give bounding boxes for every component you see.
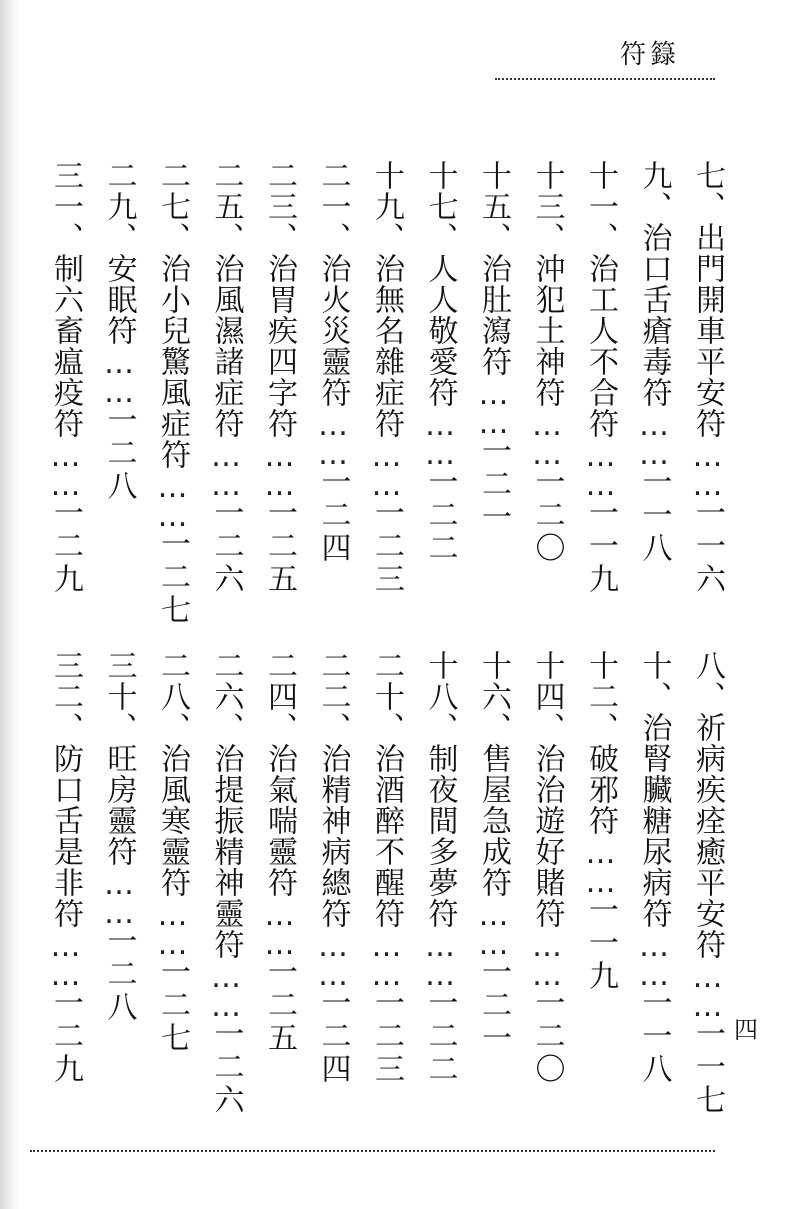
page-number: 四: [734, 1016, 758, 1044]
toc-leader-dots: ……: [101, 867, 137, 925]
toc-entry-page: 一二二: [422, 987, 458, 1086]
toc-entry-page: 一二二: [422, 466, 458, 565]
toc-entry: [637, 650, 671, 1086]
toc-entry: [369, 160, 403, 596]
toc-leader-dots: ……: [636, 929, 672, 987]
toc-leader-dots: ……: [315, 929, 351, 987]
page-gutter-shadow: [0, 0, 18, 1209]
toc-entry: [209, 160, 243, 596]
toc-entry: [48, 160, 82, 596]
toc-entry-page: 一一七: [690, 1018, 725, 1117]
toc-entry: [316, 650, 350, 1086]
toc-leader-dots: ……: [690, 960, 725, 1018]
toc-entry-page: 一二一: [476, 956, 511, 1055]
toc-entry-page: 一二六: [208, 1018, 244, 1117]
toc-entry-title: 十六、售屋急成符: [476, 650, 511, 898]
toc-entry: [423, 160, 457, 565]
toc-entry: [155, 650, 189, 1055]
toc-entry-title: 二三、治胃疾四字符: [262, 160, 297, 439]
toc-entry-page: 一二〇: [529, 466, 565, 565]
toc-entry-title: 二四、治氣喘靈符: [262, 650, 297, 898]
toc-entry-page: 一一九: [583, 497, 618, 596]
toc-entry-title: 八、祈病疾痊癒平安符: [690, 650, 725, 960]
toc-entry-title: 十八、制夜間多夢符: [422, 650, 458, 929]
toc-entry: [423, 650, 457, 1086]
toc-entry: [102, 650, 136, 1024]
toc-entry: [369, 650, 403, 1086]
toc-entry-page: 一二七: [155, 528, 190, 627]
toc-leader-dots: ……: [583, 836, 618, 894]
toc-leader-dots: ……: [422, 929, 458, 987]
toc-entry: [48, 650, 82, 1086]
toc-entry: [530, 160, 564, 565]
toc-entry-title: 十七、人人敬愛符: [422, 160, 458, 408]
toc-entry-page: 一二五: [262, 497, 297, 596]
running-header-title: 符籙: [620, 40, 681, 70]
toc-entry-title: 十二、破邪符: [583, 650, 618, 836]
toc-entry-title: 十九、治無名雜症符: [369, 160, 404, 439]
toc-entry-title: 七、出門開車平安符: [690, 160, 725, 439]
toc-entry: [316, 160, 350, 565]
toc-entry-title: 九、治口舌瘡毒符: [636, 160, 672, 408]
toc-entry-title: 二二、治精神病總符: [315, 650, 351, 929]
toc-leader-dots: ……: [48, 929, 83, 987]
toc-leader-dots: ……: [262, 439, 297, 497]
toc-entry-page: 一二八: [101, 925, 137, 1024]
toc-entry: [690, 650, 724, 1117]
toc-leader-dots: ……: [422, 408, 458, 466]
toc-entry: [583, 650, 617, 993]
toc-entry-title: 二六、治提振精神靈符: [208, 650, 244, 960]
toc-entry: [209, 650, 243, 1117]
toc-entry-page: 一二九: [48, 987, 83, 1086]
toc-entry-page: 一二一: [476, 435, 511, 534]
toc-entry-title: 二九、安眠符: [101, 160, 137, 346]
toc-entry-page: 一二五: [262, 956, 297, 1055]
toc-entry: [530, 650, 564, 1086]
toc-leader-dots: ……: [583, 439, 618, 497]
toc-entry-title: 二一、治火災靈符: [315, 160, 351, 408]
toc-leader-dots: ……: [101, 346, 137, 404]
toc-entry-title: 二八、治風寒靈符: [155, 650, 190, 898]
toc-leader-dots: ……: [476, 377, 511, 435]
header-rule: [495, 78, 715, 80]
toc-leader-dots: ……: [155, 470, 190, 528]
toc-entry-title: 二十、治酒醉不醒符: [369, 650, 404, 929]
toc-entry-title: 二五、治風濕諸症符: [208, 160, 244, 439]
toc-leader-dots: ……: [690, 439, 725, 497]
toc-entry-page: 一二〇: [529, 987, 565, 1086]
toc-leader-dots: ……: [155, 898, 190, 956]
toc-entry-title: 十五、治肚瀉符: [476, 160, 511, 377]
toc-entry-title: 三十、旺房靈符: [101, 650, 137, 867]
toc-entry: [476, 160, 510, 534]
toc-entry-title: 十、治腎臟糖尿病符: [636, 650, 672, 929]
toc-entry-title: 十一、治工人不合符: [583, 160, 618, 439]
toc-entry: [262, 160, 296, 596]
toc-leader-dots: ……: [636, 408, 672, 466]
footer-rule: [30, 1150, 715, 1152]
toc-entry-page: 一二三: [369, 987, 404, 1086]
toc-entry-page: 一一八: [636, 466, 672, 565]
toc-entry-title: 三二、防口舌是非符: [48, 650, 83, 929]
toc-leader-dots: ……: [369, 439, 404, 497]
toc-entry-title: 十四、治治遊好賭符: [529, 650, 565, 929]
toc-entry-page: 一二四: [315, 987, 351, 1086]
toc-leader-dots: ……: [529, 929, 565, 987]
toc-leader-dots: ……: [208, 960, 244, 1018]
toc-entry-title: 十三、沖犯土神符: [529, 160, 565, 408]
toc-entry: [583, 160, 617, 596]
toc-entry: [476, 650, 510, 1055]
toc-leader-dots: ……: [369, 929, 404, 987]
toc-entry: [155, 160, 189, 627]
toc-leader-dots: ……: [476, 898, 511, 956]
toc-entry-title: 三一、制六畜瘟疫符: [48, 160, 83, 439]
toc-entry: [102, 160, 136, 503]
toc-entry-page: 一二八: [101, 404, 137, 503]
toc-leader-dots: ……: [48, 439, 83, 497]
toc-leader-dots: ……: [262, 898, 297, 956]
toc-entry-page: 一一八: [636, 987, 672, 1086]
toc-entry-page: 一二七: [155, 956, 190, 1055]
toc-entry-page: 一一九: [583, 894, 618, 993]
toc-entry-page: 一二四: [315, 466, 351, 565]
toc-leader-dots: ……: [315, 408, 351, 466]
toc-entry-page: 一二九: [48, 497, 83, 596]
toc-entry-title: 二七、治小兒驚風症符: [155, 160, 190, 470]
toc-entry-page: 一二三: [369, 497, 404, 596]
toc-leader-dots: ……: [529, 408, 565, 466]
toc-entry: [690, 160, 724, 596]
toc-leader-dots: ……: [208, 439, 244, 497]
toc-entry: [637, 160, 671, 565]
toc-entry-page: 一一六: [690, 497, 725, 596]
toc-entry: [262, 650, 296, 1055]
toc-entry-page: 一二六: [208, 497, 244, 596]
